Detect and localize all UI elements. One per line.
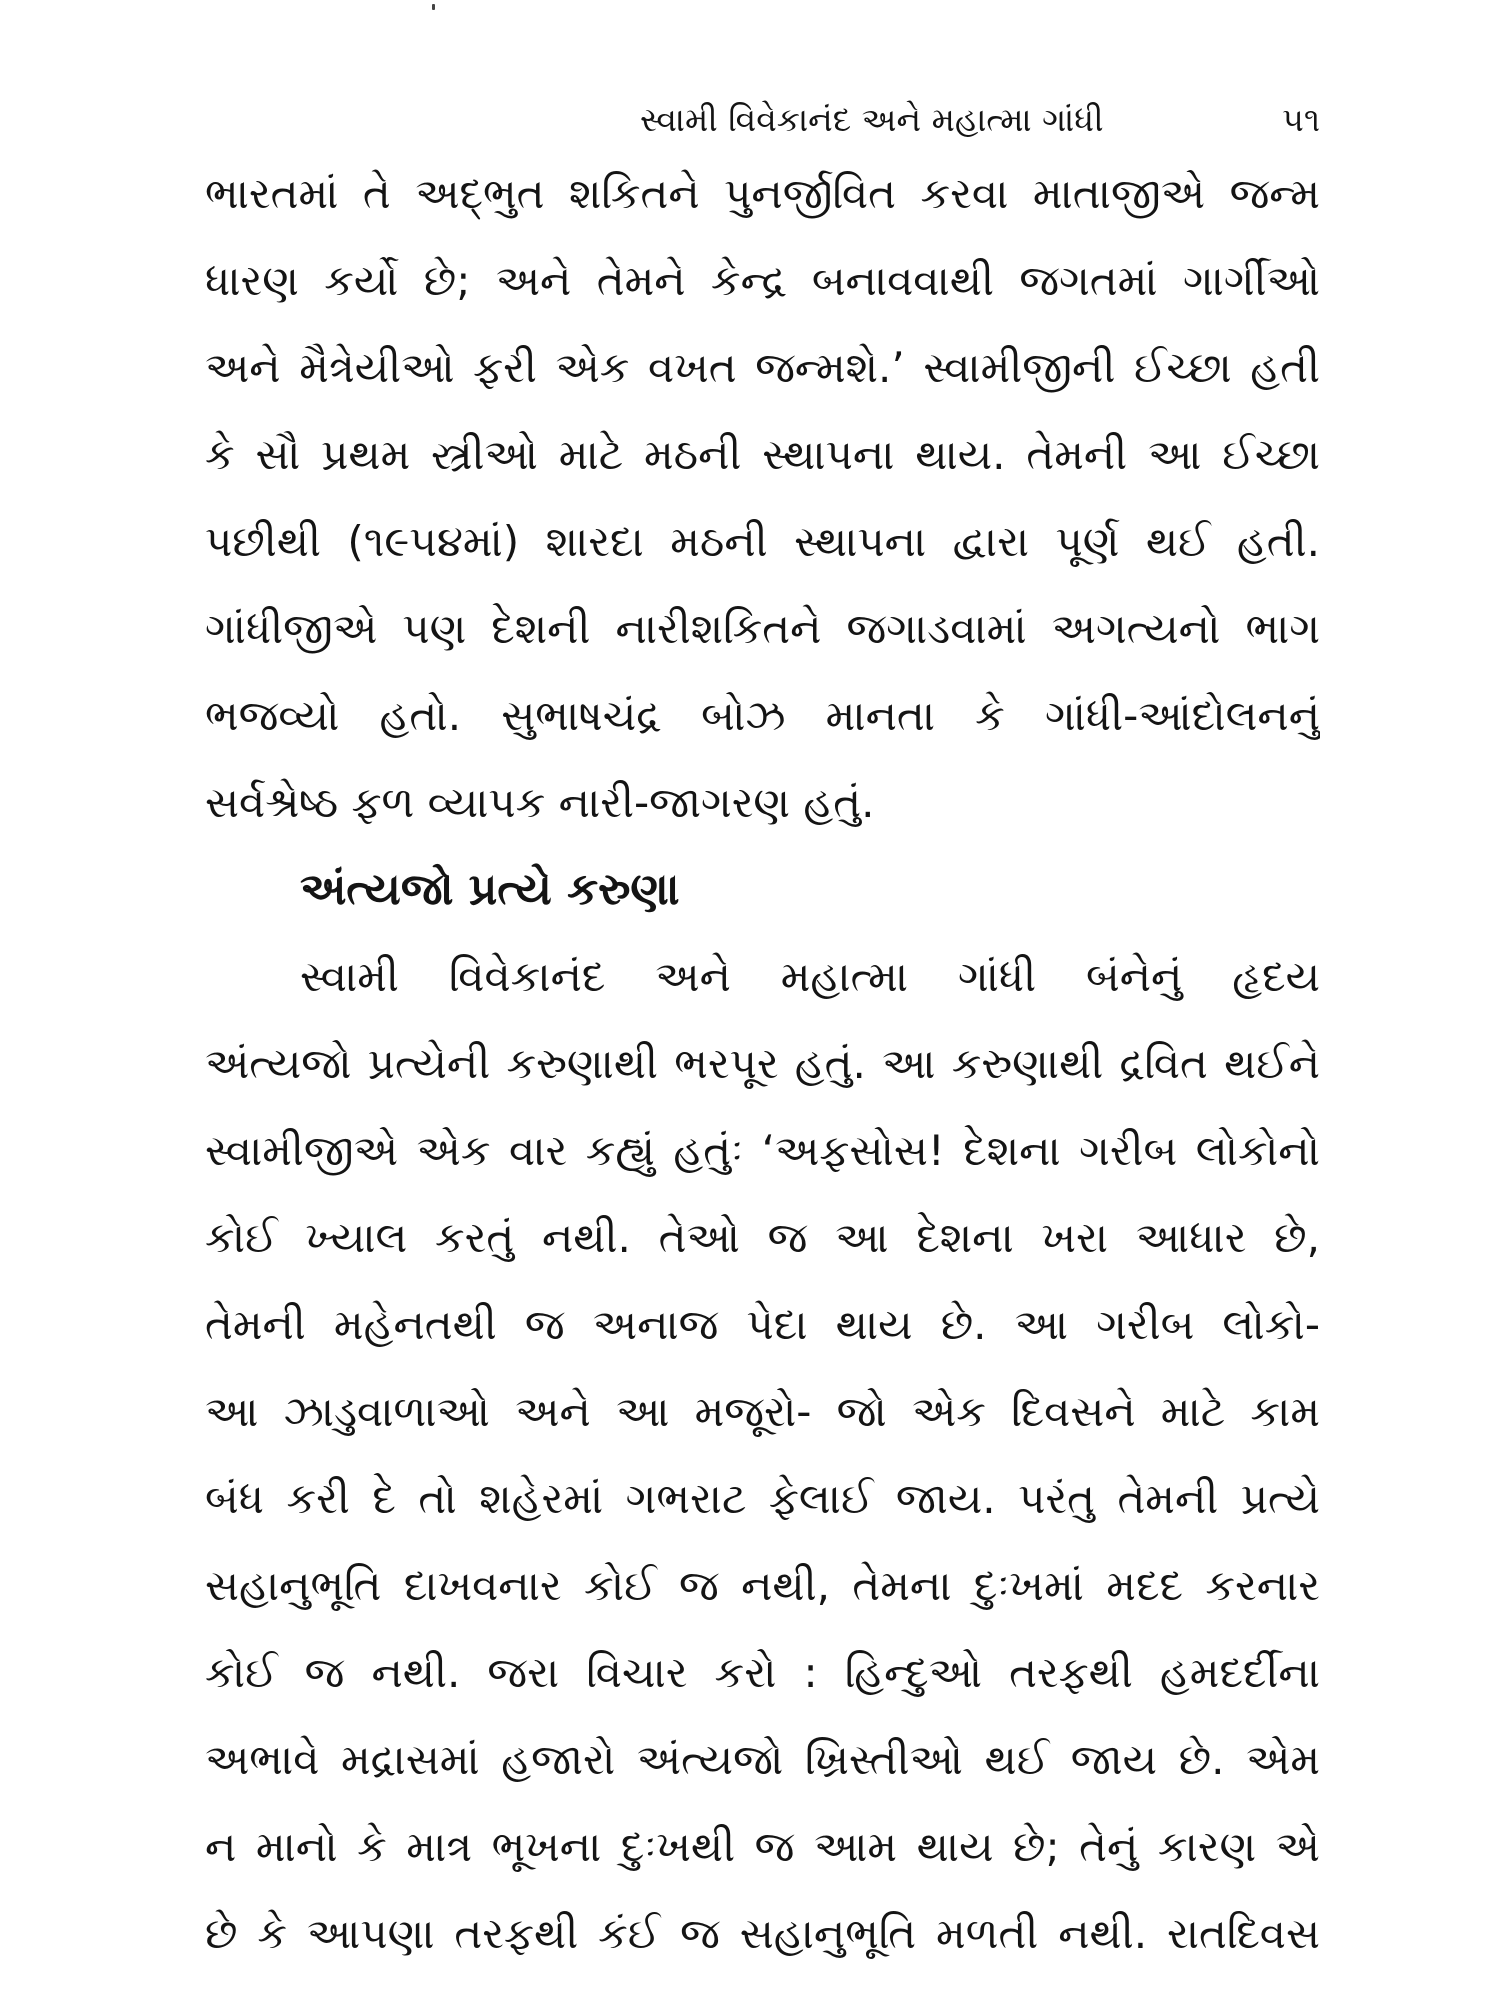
- paragraph-2-line: સ્વામી વિવેકાનંદ અને મહાત્મા ગાંધી બંનેનું હૃદય: [300, 952, 1320, 1001]
- paragraph-1-line: પછીથી (૧૯૫૪માં) શારદા મઠની સ્થાપના દ્વારા પૂર્ણ થઈ હતી.: [205, 517, 1320, 566]
- paragraph-2-line: તેમની મહેનતથી જ અનાજ પેદા થાય છે. આ ગરીબ લોકો-: [205, 1300, 1320, 1349]
- running-header-title: સ્વામી વિવેકાનંદ અને મહાત્મા ગાંધી: [640, 100, 1104, 139]
- body-text: [205, 150, 1320, 1977]
- paragraph-1-line: અને મૈત્રેયીઓ ફરી એક વખત જન્મશે.’ સ્વામીજીની ઈચ્છા હતી: [205, 343, 1320, 392]
- paragraph-1-line: ભારતમાં તે અદ્ભુત શકિતને પુનર્જીવિત કરવા માતાજીએ જન્મ: [205, 169, 1320, 218]
- scan-speck: [432, 4, 435, 10]
- paragraph-2-line: સ્વામીજીએ એક વાર કહ્યું હતુંઃ ‘અફસોસ! દેશના ગરીબ લોકોનો: [205, 1126, 1320, 1175]
- running-header: [640, 100, 1320, 140]
- paragraph-2-line: આ ઝાડુવાળાઓ અને આ મજૂરો- જો એક દિવસને માટે કામ: [205, 1387, 1320, 1436]
- paragraph-2-line: કોઈ ખ્યાલ કરતું નથી. તેઓ જ આ દેશના ખરા આધાર છે,: [205, 1213, 1320, 1262]
- paragraph-2-line: બંધ કરી દે તો શહેરમાં ગભરાટ ફેલાઈ જાય. પરંતુ તેમની પ્રત્યે: [205, 1474, 1320, 1523]
- paragraph-1-line: સર્વશ્રેષ્ઠ ફળ વ્યાપક નારી-જાગરણ હતું.: [205, 778, 875, 827]
- paragraph-2-line: અભાવે મદ્રાસમાં હજારો અંત્યજો ખ્રિસ્તીઓ થઈ જાય છે. એમ: [205, 1735, 1320, 1784]
- paragraph-1-line: ગાંધીજીએ પણ દેશની નારીશકિતને જગાડવામાં અગત્યનો ભાગ: [205, 604, 1320, 653]
- paragraph-2-line: અંત્યજો પ્રત્યેની કરુણાથી ભરપૂર હતું. આ કરુણાથી દ્રવિત થઈને: [205, 1039, 1320, 1088]
- paragraph-1-line: કે સૌ પ્રથમ સ્ત્રીઓ માટે મઠની સ્થાપના થાય. તેમની આ ઈચ્છા: [205, 430, 1320, 479]
- paragraph-1-line: ભજવ્યો હતો. સુભાષચંદ્ર બોઝ માનતા કે ગાંધી-આંદોલનનું: [205, 691, 1320, 740]
- paragraph-2-line: કોઈ જ નથી. જરા વિચાર કરો : હિન્દુઓ તરફથી હમદર્દીના: [205, 1648, 1320, 1697]
- paragraph-2-line: ન માનો કે માત્ર ભૂખના દુઃખથી જ આમ થાય છે; તેનું કારણ એ: [205, 1822, 1320, 1871]
- paragraph-1-line: ધારણ કર્યો છે; અને તેમને કેન્દ્ર બનાવવાથી જગતમાં ગાર્ગીઓ: [205, 256, 1320, 305]
- paragraph-2-line: છે કે આપણા તરફથી કંઈ જ સહાનુભૂતિ મળતી નથી. રાતદિવસ: [205, 1909, 1320, 1958]
- section-heading: અંત્યજો પ્રત્યે કરુણા: [300, 864, 680, 915]
- paragraph-2-line: સહાનુભૂતિ દાખવનાર કોઈ જ નથી, તેમના દુઃખમાં મદદ કરનાર: [205, 1561, 1320, 1610]
- page-number: ૫૧: [1282, 100, 1320, 139]
